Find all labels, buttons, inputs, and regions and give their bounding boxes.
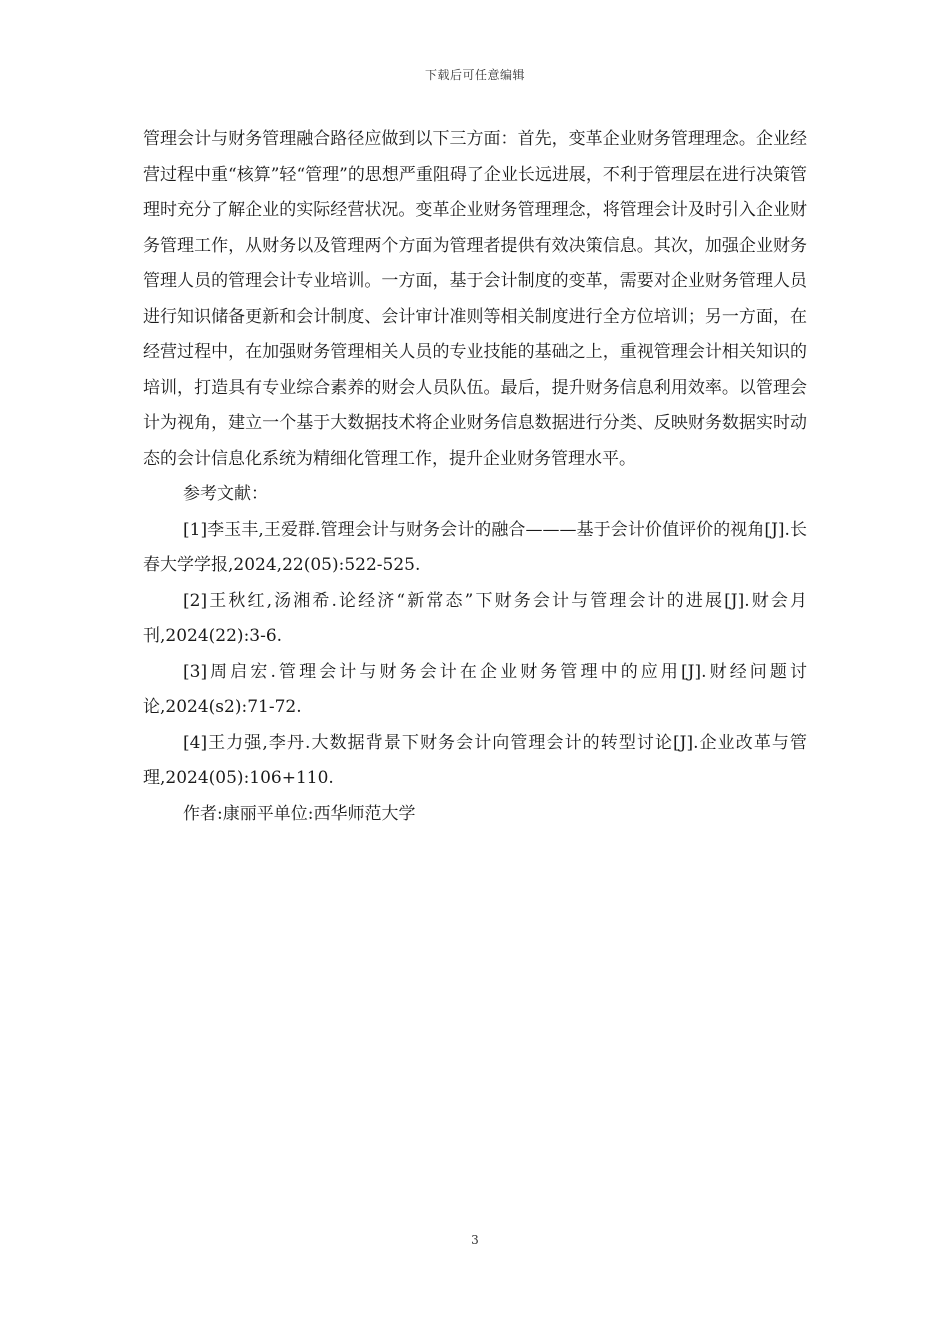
reference-item-3: [3]周启宏.管理会计与财务会计在企业财务管理中的应用[J].财经问题讨论,2024(s2):71-72. [143, 661, 807, 717]
reference-item-1: [1]李玉丰,王爱群.管理会计与财务会计的融合———基于会计价值评价的视角[J].长春大学学报,2024,22(05):522-525. [143, 519, 807, 575]
reference-item-2: [2]王秋红,汤湘希.论经济“新常态”下财务会计与管理会计的进展[J].财会月刊,2024(22):3-6. [143, 590, 807, 646]
document-body [143, 122, 807, 832]
page-number: 3 [471, 1233, 479, 1247]
page-header-note: 下载后可任意编辑 [424, 68, 525, 82]
body-paragraph: 管理会计与财务管理融合路径应做到以下三方面：首先，变革企业财务管理理念。企业经营过程中重“核算”轻“管理”的思想严重阻碍了企业长远进展，不利于管理层在进行决策管理时充分了解企业的实际经营状况。变革企业财务管理理念，将管理会计及时引入企业财务管理工作，从财务以及管理两个方面为管理者提供有效决策信息。其次，加强企业财务管理人员的管理会计专业培训。一方面，基于会计制度的变革，需要对企业财务管理人员进行知识储备更新和会计制度、会计审计准则等相关制度进行全方位培训；另一方面，在经营过程中，在加强财务管理相关人员的专业技能的基础之上，重视管理会计相关知识的培训，打造具有专业综合素养的财会人员队伍。最后，提升财务信息利用效率。以管理会计为视角，建立一个基于大数据技术将企业财务信息数据进行分类、反映财务数据实时动态的会计信息化系统为精细化管理工作，提升企业财务管理水平。 [143, 129, 807, 469]
reference-item-4: [4]王力强,李丹.大数据背景下财务会计向管理会计的转型讨论[J].企业改革与管理,2024(05):106+110. [143, 732, 807, 788]
author-line: 作者:康丽平单位:西华师范大学 [183, 803, 416, 824]
references-title: 参考文献： [183, 484, 268, 504]
